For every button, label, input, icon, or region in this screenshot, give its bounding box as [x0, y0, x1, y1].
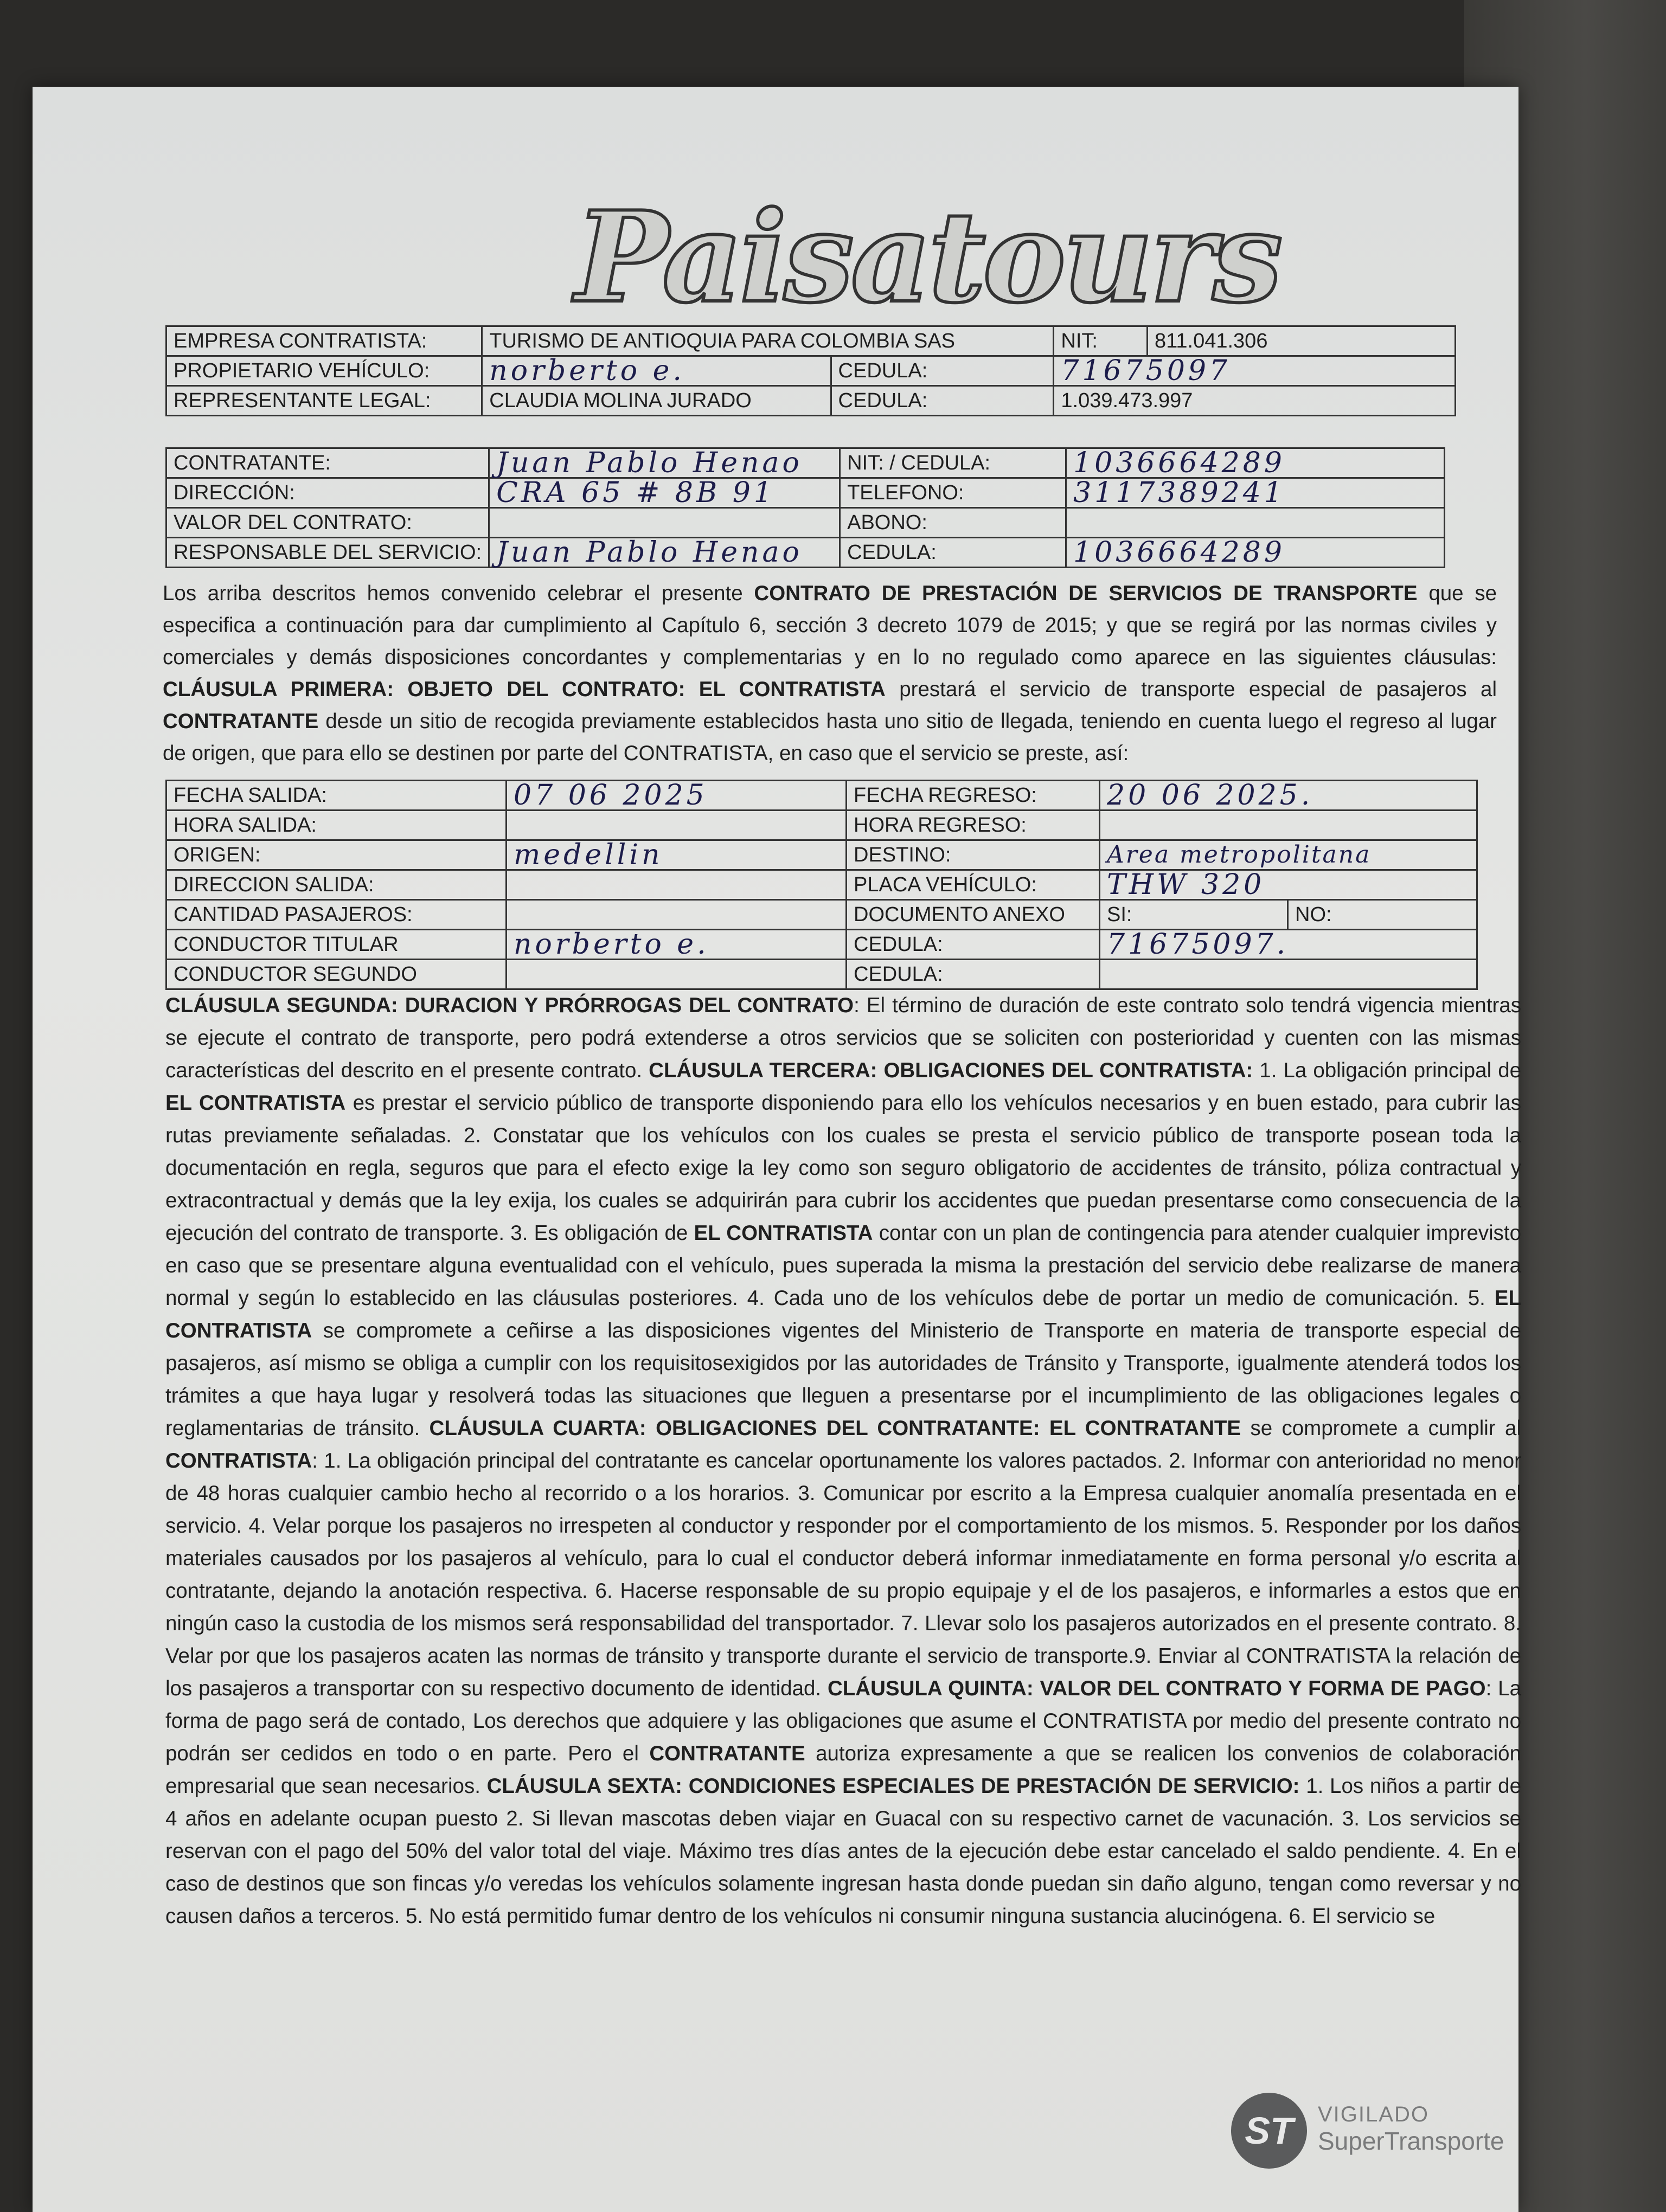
- contratante-label: CONTRATANTE:: [166, 448, 489, 478]
- abono-label: ABONO:: [840, 508, 1066, 538]
- conductor-titular-cedula: 71675097.: [1100, 930, 1477, 960]
- badge-line-2: SuperTransporte: [1318, 2127, 1504, 2155]
- contratante-bold: CONTRATANTE: [649, 1742, 805, 1765]
- clause-three-title: CLÁUSULA TERCERA: OBLIGACIONES DEL CONTRATISTA:: [649, 1059, 1253, 1082]
- direccion-salida-label: DIRECCION SALIDA:: [166, 870, 507, 900]
- contratista-bold: EL CONTRATISTA: [165, 1091, 346, 1115]
- clause-text: 1. Los niños a partir de 4 años en adelante ocupan puesto 2. Si llevan mascotas deben viajar en Guacal con su respectivo carnet de vacunación. 3. Los servicios se reservan con el pago del 50% del valor total del viaje. Máximo tres días antes de la ejecución debe estar cancelado el saldo pendiente. 4. En el caso de destinos que son fincas y/o veredas los vehículos solamente ingresan hasta donde puedan sin daño alguno, tengan como reversar y no causen daños a terceros. 5. No está permitido fumar dentro de los vehículos ni consumir ninguna sustancia alucinógena. 6. El servicio se: [165, 1774, 1522, 1928]
- clause-text: se compromete a cumplir al: [1241, 1417, 1522, 1440]
- empresa-value: TURISMO DE ANTIOQUIA PARA COLOMBIA SAS: [482, 326, 1054, 356]
- clause-six-title: CLÁUSULA SEXTA: CONDICIONES ESPECIALES DE PRESTACIÓN DE SERVICIO:: [486, 1774, 1300, 1798]
- representante-label: REPRESENTANTE LEGAL:: [166, 386, 482, 416]
- trip-table: [165, 780, 1478, 990]
- clause-text: se compromete a ceñirse a las disposiciones vigentes del Ministerio de Transporte en materia de transporte especial de pasajeros, así mismo se obliga a cumplir con los requisitosexigidos por las autoridades de Tránsito y Transporte, igualmente atenderá todos los trámites a que haya lugar y resolverá todas las situaciones que lleguen a presentarse por el incumplimiento de las obligaciones legales o reglamentarias de tránsito.: [165, 1319, 1521, 1440]
- st-logo-icon: ST: [1231, 2093, 1307, 2169]
- table-row: [166, 326, 1456, 356]
- intro-text: que se especifica a continuación para dar cumplimiento al Capítulo 6, sección 3 decreto 1079 de 2015; y que se regirá por las normas civiles y comerciales y demás disposiciones concordantes y complementarias y en lo no regulado como aparece en las siguientes cláusulas:: [163, 582, 1497, 669]
- origen-value: medellin: [507, 840, 847, 870]
- hora-regreso-label: HORA REGRESO:: [847, 811, 1100, 840]
- contract-table: [165, 447, 1445, 568]
- empresa-label: EMPRESA CONTRATISTA:: [166, 326, 482, 356]
- clause-text: autoriza expresamente a que se realicen los convenios de colaboración empresarial que sean necesarios.: [165, 1742, 1521, 1798]
- nit-value: 811.041.306: [1147, 326, 1455, 356]
- cantidad-value: [507, 900, 847, 930]
- destino-label: DESTINO:: [847, 840, 1100, 870]
- contratante-bold: CONTRATANTE: [163, 710, 319, 733]
- clause-text: : El término de duración de este contrato solo tendrá vigencia mientras se ejecute el contrato de transporte, pero podrá extenderse a otros servicios que se soliciten con posterioridad y cuenten con las mismas características del descrito en el presente contrato.: [165, 994, 1521, 1082]
- propietario-value: norberto e.: [482, 356, 831, 386]
- cedula-label: CEDULA:: [847, 930, 1100, 960]
- responsable-label: RESPONSABLE DEL SERVICIO:: [166, 538, 489, 568]
- cantidad-label: CANTIDAD PASAJEROS:: [166, 900, 507, 930]
- abono-value: [1066, 508, 1445, 538]
- intro-text: Los arriba descritos hemos convenido celebrar el presente: [163, 582, 754, 605]
- clause-text: : 1. La obligación principal del contratante es cancelar oportunamente los valores pactados. 2. Informar con anterioridad no menor de 48 horas cualquier cambio hecho al recorrido o a los horarios. 3. Comunicar por escrito a la Empresa cualquier anomalía presentada en el servicio. 4. Velar porque los pasajeros no irrespeten al conductor y responder por el comportamiento de los mismos. 5. Responder por los daños materiales causados por los pasajeros al vehículo, para lo cual el conductor deberá informar inmediatamente en forma personal y/o escrita al contratante, dejando la anotación respectiva. 6. Hacerse responsable de su propio equipaje y el de los pasajeros, e informarles a estos que en ningún caso la custodia de los mismos será responsabilidad del transportador. 7. Llevar solo los pasajeros autorizados en el presente contrato. 8. Velar por que los pasajeros acaten las normas de tránsito y transporte durante el servicio de transporte.9. Enviar al CONTRATISTA la relación de los pasajeros a transportar con su respectivo documento de identidad.: [165, 1449, 1521, 1700]
- supertransporte-badge: [1231, 2093, 1504, 2174]
- propietario-cedula: 71675097: [1054, 356, 1456, 386]
- table-row: [166, 356, 1456, 386]
- table-row: [166, 960, 1477, 989]
- table-row: [166, 930, 1477, 960]
- representante-value: CLAUDIA MOLINA JURADO: [482, 386, 831, 416]
- origen-label: ORIGEN:: [166, 840, 507, 870]
- company-logo: [553, 184, 1280, 336]
- cedula-label: CEDULA:: [831, 386, 1054, 416]
- direccion-label: DIRECCIÓN:: [166, 478, 489, 508]
- valor-label: VALOR DEL CONTRATO:: [166, 508, 489, 538]
- conductor-segundo-label: CONDUCTOR SEGUNDO: [166, 960, 507, 989]
- valor-value: [489, 508, 840, 538]
- clause-one-title: CLÁUSULA PRIMERA: OBJETO DEL CONTRATO: EL CONTRATISTA: [163, 678, 886, 701]
- intro-paragraph: [163, 577, 1497, 769]
- no-label: NO:: [1288, 900, 1477, 930]
- clauses-body: [165, 989, 1521, 1933]
- propietario-label: PROPIETARIO VEHÍCULO:: [166, 356, 482, 386]
- table-row: [166, 870, 1477, 900]
- table-row: [166, 478, 1445, 508]
- nit-cedula-label: NIT: / CEDULA:: [840, 448, 1066, 478]
- placa-label: PLACA VEHÍCULO:: [847, 870, 1100, 900]
- table-row: [166, 811, 1477, 840]
- table-row: [166, 386, 1456, 416]
- si-label: SI:: [1100, 900, 1288, 930]
- placa-value: THW 320: [1100, 870, 1477, 900]
- hora-regreso-value: [1100, 811, 1477, 840]
- clause-text: es prestar el servicio público de transporte disponiendo para ello los vehículos necesarios y en buen estado, para cubrir las rutas previamente señaladas. 2. Constatar que los vehículos con los cuales se presta el servicio público de transporte posean toda la documentación en regla, seguros que para el efecto exige la ley como son seguro obligatorio de accidentes de tránsito, póliza contractual y extracontractual y demás que la ley exija, los cuales se adquirirán para cubrir los accidentes que puedan presentarse como consecuencia de la ejecución del contrato de transporte. 3. Es obligación de: [165, 1091, 1521, 1245]
- contract-title-bold: CONTRATO DE PRESTACIÓN DE SERVICIOS DE TRANSPORTE: [754, 582, 1418, 605]
- direccion-salida-value: [507, 870, 847, 900]
- direccion-value: CRA 65 # 8B 91: [489, 478, 840, 508]
- contratista-bold: CONTRATISTA: [165, 1449, 312, 1472]
- nit-cedula-value: 1036664289: [1066, 448, 1445, 478]
- table-row: [166, 840, 1477, 870]
- clause-five-title: CLÁUSULA QUINTA: VALOR DEL CONTRATO Y FORMA DE PAGO: [827, 1677, 1486, 1700]
- contratante-value: Juan Pablo Henao: [489, 448, 840, 478]
- hora-salida-value: [507, 811, 847, 840]
- table-row: [166, 900, 1477, 930]
- contract-document: [33, 87, 1522, 2212]
- conductor-titular-label: CONDUCTOR TITULAR: [166, 930, 507, 960]
- logo-text: Paisatours: [575, 184, 1280, 331]
- clause-text: contar con un plan de contingencia para atender cualquier imprevisto en caso que se presentare alguna eventualidad con el vehículo, pues superada la misma la prestación del servicio debe realizarse de manera normal y según lo establecido en las cláusulas posteriores. 4. Cada uno de los vehículos debe de portar un medio de comunicación. 5.: [165, 1221, 1522, 1310]
- table-row: [166, 538, 1445, 568]
- contratista-bold: EL CONTRATISTA: [694, 1221, 873, 1245]
- table-row: [166, 448, 1445, 478]
- fecha-salida-value: 07 06 2025: [507, 781, 847, 811]
- nit-label: NIT:: [1054, 326, 1148, 356]
- conductor-titular-value: norberto e.: [507, 930, 847, 960]
- documento-label: DOCUMENTO ANEXO: [847, 900, 1100, 930]
- hora-salida-label: HORA SALIDA:: [166, 811, 507, 840]
- telefono-value: 3117389241: [1066, 478, 1445, 508]
- intro-text: desde un sitio de recogida previamente establecidos hasta uno sitio de llegada, teniendo en cuenta luego el regreso al lugar de origen, que para ello se destinen por parte del CONTRATISTA, en caso que el servicio se preste, así:: [163, 710, 1497, 765]
- fecha-regreso-label: FECHA REGRESO:: [847, 781, 1100, 811]
- contratista-bold: EL CONTRATISTA: [165, 1287, 1521, 1342]
- company-table: [165, 325, 1456, 416]
- clause-text: 1. La obligación principal de: [1253, 1059, 1522, 1082]
- telefono-label: TELEFONO:: [840, 478, 1066, 508]
- fecha-regreso-value: 20 06 2025.: [1100, 781, 1477, 811]
- table-row: [166, 508, 1445, 538]
- badge-line-1: VIGILADO: [1318, 2102, 1429, 2126]
- destino-value: Area metropolitana: [1100, 840, 1477, 870]
- table-row: [166, 781, 1477, 811]
- conductor-segundo-cedula: [1100, 960, 1477, 989]
- responsable-cedula: 1036664289: [1066, 538, 1445, 568]
- clause-two-title: CLÁUSULA SEGUNDA: DURACION Y PRÓRROGAS DEL CONTRATO: [165, 994, 854, 1017]
- responsable-value: Juan Pablo Henao: [489, 538, 840, 568]
- conductor-segundo-value: [507, 960, 847, 989]
- cedula-label: CEDULA:: [847, 960, 1100, 989]
- representante-cedula: 1.039.473.997: [1054, 386, 1456, 416]
- cedula-label: CEDULA:: [840, 538, 1066, 568]
- clause-four-title: CLÁUSULA CUARTA: OBLIGACIONES DEL CONTRATANTE: EL CONTRATANTE: [429, 1417, 1241, 1440]
- intro-text: prestará el servicio de transporte especial de pasajeros al: [885, 678, 1497, 701]
- clause-text: : La forma de pago será de contado, Los derechos que adquiere y las obligaciones que asume el CONTRATISTA por medio del presente contrato no podrán ser cedidos en todo o en parte. Pero el: [165, 1677, 1521, 1765]
- cedula-label: CEDULA:: [831, 356, 1054, 386]
- fecha-salida-label: FECHA SALIDA:: [166, 781, 507, 811]
